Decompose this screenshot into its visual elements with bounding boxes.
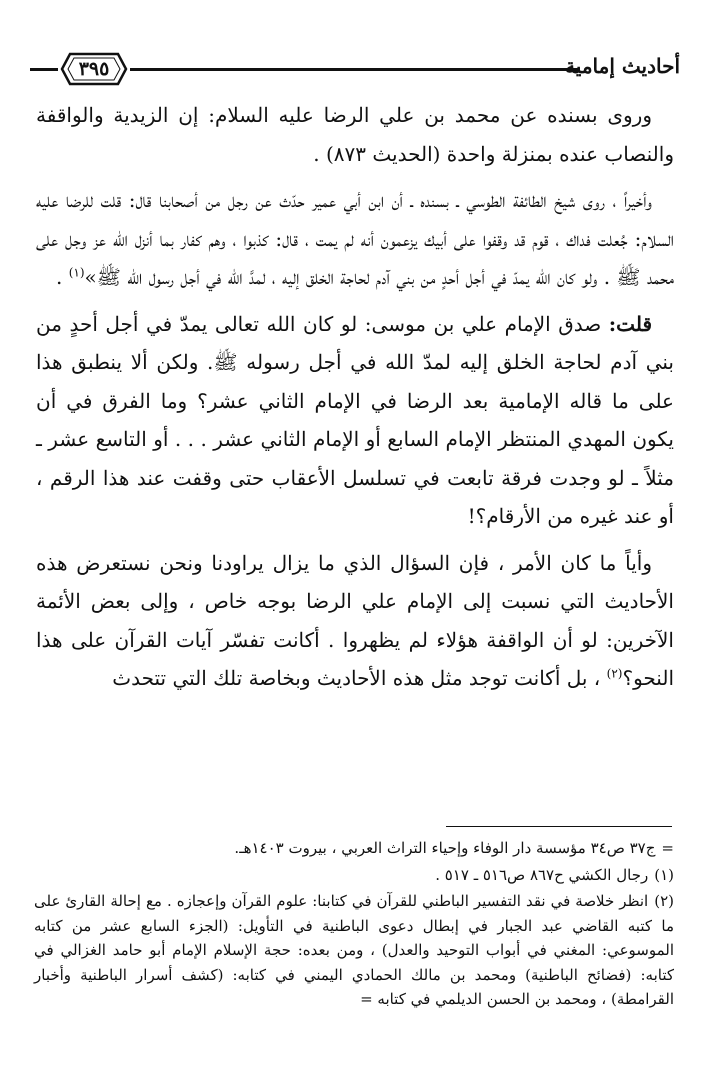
paragraph-text: صدق الإمام علي بن موسى: لو كان الله تعالى يمدّ في أجل أحدٍ من بني آدم لحاجة الخلق إليه لمدّ الله في أجل رسوله ﷺ. ولكن ألا ينطبق هذا على ما قاله الإمامية بعد الرضا في الإمام الثاني عشر؟ وما الفرق في أن يكون المهدي المنتظر الإمام السابع أو الإمام الثاني عشر . . . أو التاسع عشر ـ مثلاً ـ لو وجدت فرقة تابعت في تسلسل الأعقاب حتى وقفت عند هذا الرقم ، أو عند غيره من الأرقام؟!: [36, 311, 674, 528]
paragraph-lead: قلت:: [608, 311, 652, 336]
main-text: [36, 96, 674, 706]
footnote: [34, 836, 674, 861]
footnote-text: رجال الكشي ح٨٦٧ ص٥١٦ ـ ٥١٧ .: [435, 865, 649, 884]
header-rule-right: [130, 68, 580, 71]
footnote-text: ج٣٧ ص٣٤ مؤسسة دار الوفاء وإحياء التراث العربي ، بيروت ١٤٠٣هـ.: [234, 839, 656, 857]
footnote-mark: (٢): [654, 892, 674, 910]
paragraph: [36, 544, 674, 698]
footnote-separator: [446, 826, 672, 827]
paragraph-text-tail: ، بل أكانت توجد مثل هذه الأحاديث وبخاصة تلك التي تتحدث: [112, 666, 607, 690]
footnotes: [34, 836, 674, 1014]
page-number: ٣٩٥: [78, 58, 110, 80]
footnote-mark: =: [661, 839, 674, 857]
paragraph: [36, 96, 674, 173]
paragraph-text: وروى بسنده عن محمد بن علي الرضا عليه السلام: إن الزيدية والواقفة والنصاب عنده بمنزلة واحدة (الحديث ٨٧٣) .: [36, 103, 674, 166]
paragraph-text: وأخيراً ، روى شيخ الطائفة الطوسي ـ بسنده ـ أن ابن أبي عمير حدّث عن رجل من أصحابنا قال: قلت للرضا عليه السلام: جُعلت فداك ، قوم قد وقفوا على أبيك يزعمون أنه لم يمت ، قال: كذبوا ، وهم كفار بما أنزل الله عز وجل على محمد ﷺ . ولو كان الله يمدّ في أجل أحدٍ من بني آدم لحاجة الخلق إليه ، لمدَّ الله في أجل رسول الله ﷺ»: [36, 188, 674, 289]
paragraph-text-tail: .: [56, 265, 69, 289]
paragraph: [36, 181, 674, 297]
footnote: [34, 863, 674, 888]
paragraph: [36, 305, 674, 536]
running-title: أحاديث إمامية: [565, 54, 680, 78]
page-number-badge: [60, 52, 128, 86]
footnote-reference: (٢): [606, 666, 623, 681]
footnote-reference: (١): [68, 265, 85, 280]
footnote-text: انظر خلاصة في نقد التفسير الباطني للقرآن في كتابنا: علوم القرآن وإعجازه . مع إحالة القارئ على ما كتبه القاضي عبد الجبار في إبطال دعوى الباطنية في التأويل: (الجزء السابع عشر من كتابه الموسوعي: المغني في أبواب التوحيد والعدل) ، ومن بعده: حجة الإسلام الإمام أبو حامد الغزالي في كتابه: (فضائح الباطنية) ومحمد بن مالك الحمادي اليمني في كتابه: (كشف أسرار الباطنية وأخبار القرامطة) ، ومحمد بن الحسن الديلمي في كتابه =: [34, 892, 674, 1008]
header-rule-left: [30, 68, 58, 71]
footnote: [34, 889, 674, 1012]
paragraph-text: وأياً ما كان الأمر ، فإن السؤال الذي ما يزال يراودنا ونحن نستعرض هذه الأحاديث التي نسبت إلى الإمام علي الرضا بوجه خاص ، وإلى بعض الأئمة الآخرين: لو أن الواقفة هؤلاء لم يظهروا . أكانت تفسّر آيات القرآن على هذا النحو؟: [36, 550, 674, 690]
footnote-mark: (١): [654, 865, 674, 884]
page-header: [30, 48, 680, 92]
